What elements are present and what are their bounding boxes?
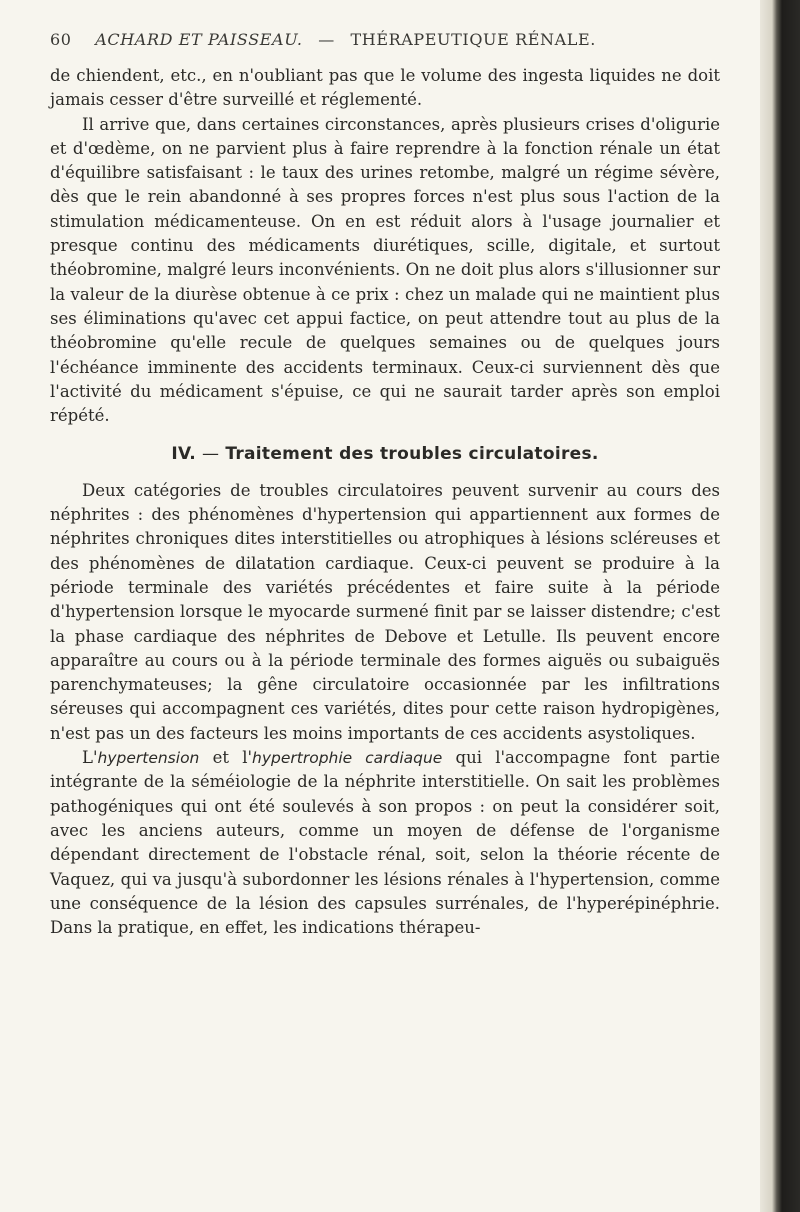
header-title: THÉRAPEUTIQUE RÉNALE. (350, 30, 596, 49)
paragraph-hypertension (50, 746, 720, 940)
section-heading (50, 442, 720, 466)
paragraph-oligurie: Il arrive que, dans certaines circonstances, après plusieurs crises d'oligurie et d'œdème, on ne parvient plus à faire reprendre à la fonction rénale un état d'équilibre satisfaisant : le taux des urines retombe, malgré un régime sévère, dès que le rein abandonné à ses propres forces n'est plus sous l'action de la stimulation médicamenteuse. On en est réduit alors à l'usage journalier et presque continu des médicaments diurétiques, scille, digitale, et surtout théobromine, malgré leurs inconvénients. On ne doit plus alors s'illusionner sur la valeur de la diurèse obtenue à ce prix : chez un malade qui ne maintient plus ses éliminations qu'avec cet appui factice, on peut attendre tout au plus de la théobromine qu'elle recule de quelques semaines ou de quelques jours l'échéance imminente des accidents terminaux. Ceux-ci surviennent dès que l'activité du médicament s'épuise, ce qui ne saurait tarder après son emploi répété. (50, 114, 720, 426)
running-header (50, 30, 710, 49)
emphasis-hypertrophie: hypertrophie cardiaque (252, 749, 443, 768)
paragraph-troubles: Deux catégories de troubles circulatoires peuvent survenir au cours des néphrites : des phénomènes d'hypertension qui appartiennent aux formes de néphrites chroniques dites interstitielles ou atrophiques à lésions scléreuses et des phénomènes de dilatation cardiaque. Ceux-ci peuvent se produire à la période terminale des variétés précédentes et faire suite à la période d'hypertension lorsque le myocarde surmené finit par se laisser distendre; c'est la phase cardiaque des néphrites de Debove et Letulle. Ils peuvent encore apparaître au cours ou à la période terminale des formes aiguës ou subaiguës parenchymateuses; la gêne circulatoire occasionnée par les infiltrations séreuses qui accompagnent ces variétés, dites pour cette raison hydropigènes, n'est pas un des facteurs les moins importants de ces accidents asystoliques. (50, 480, 720, 743)
section-number: IV. (171, 444, 196, 465)
p4-mid: et l' (199, 748, 253, 768)
emphasis-hypertension: hypertension (97, 749, 200, 768)
section-title-text: Traitement des troubles circulatoires. (225, 444, 599, 465)
section-dash: — (202, 444, 220, 465)
header-authors: ACHARD ET PAISSEAU. (95, 30, 303, 49)
scanned-page-edge (760, 0, 800, 1212)
paragraph-continuation: de chiendent, etc., en n'oubliant pas que le volume des ingesta liquides ne doit jamais cesser d'être surveillé et réglementé. (50, 66, 720, 110)
p4-post: qui l'accompagne font partie intégrante de la séméiologie de la néphrite interstitielle. On sait les problèmes pathogéniques qui ont été soulevés à son propos : on peut la considérer soit, avec les anciens auteurs, comme un moyen de défense de l'organisme dépendant directement de l'obstacle rénal, soit, selon la théorie récente de Vaquez, qui va jusqu'à subordonner les lésions rénales à l'hypertension, comme une conséquence de la lésion des capsules surrénales, de l'hyperépinéphrie. Dans la pratique, en effet, les indications thérapeu- (50, 748, 720, 938)
page-body (50, 64, 720, 940)
p4-pre: L' (82, 748, 98, 768)
header-separator: — (318, 30, 335, 49)
page-number: 60 (50, 30, 72, 49)
